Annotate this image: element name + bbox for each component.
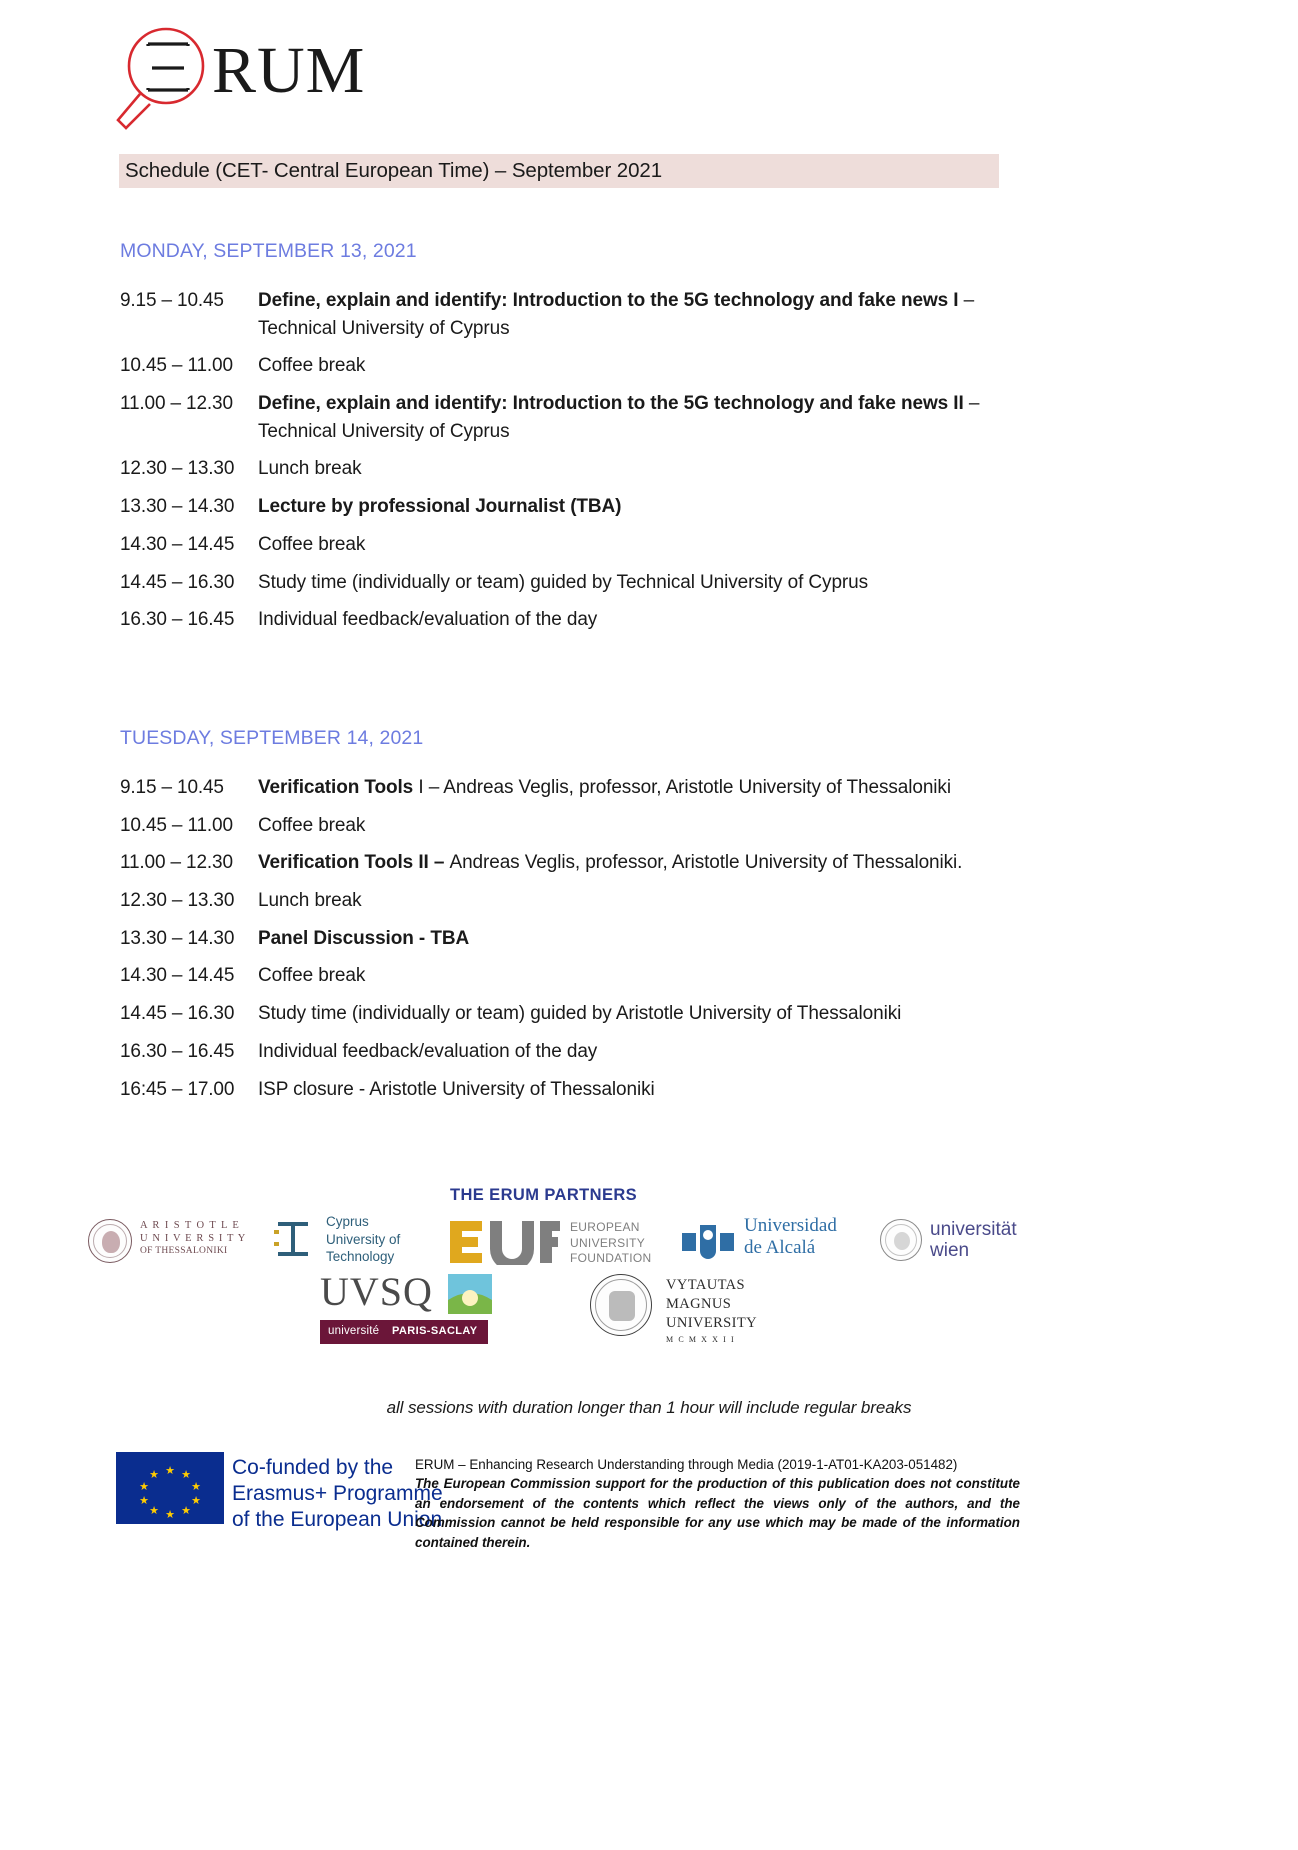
uvsq-sun-icon — [448, 1274, 492, 1314]
session-affiliation: Technical University of Cyprus — [258, 317, 510, 339]
schedule-description: Individual feedback/evaluation of the day — [258, 609, 598, 631]
schedule-time: 10.45 – 11.00 — [120, 355, 233, 377]
partner-logo-vytautas-magnus-university — [590, 1274, 890, 1344]
euf-mark-icon — [448, 1219, 560, 1265]
schedule-row — [120, 608, 1180, 633]
schedule-description — [258, 495, 1180, 520]
logo-wordmark: RUM — [212, 34, 366, 107]
schedule-time: 9.15 – 10.45 — [120, 777, 224, 798]
schedule-time: 12.30 – 13.30 — [120, 458, 235, 480]
session-detail: Andreas Veglis, professor, Aristotle University of Thessaloniki. — [449, 852, 963, 874]
partner-line-1: VYTAUTAS — [666, 1277, 746, 1293]
svg-text:★: ★ — [181, 1505, 191, 1517]
partner-line-2: University of — [326, 1231, 401, 1247]
schedule-time: 13.30 – 14.30 — [120, 496, 235, 518]
session-title: Define, explain and identify: Introduction to the 5G technology and fake news I — [258, 290, 964, 311]
partner-logos-row-1 — [80, 1205, 1220, 1265]
partner-logo-aristotle-university-of-thessaloniki — [88, 1217, 298, 1267]
schedule-description: Study time (individually or team) guided by Aristotle University of Thessaloniki — [258, 1003, 902, 1025]
commission-disclaimer: The European Commission support for the production of this publication does not constitute an endorsement of the contents which reflect the views only of the authors, and the Commission cannot be held responsible for any use which may be made of the information contained therein. — [415, 1476, 1020, 1550]
session-title: Verification Tools — [258, 777, 419, 798]
schedule-row — [120, 889, 1180, 914]
page-title: Schedule (CET- Central European Time) – September 2021 — [125, 159, 662, 182]
session-title: Verification Tools II – — [258, 852, 450, 874]
schedule-row — [120, 495, 1180, 520]
session-dash: – — [963, 290, 975, 311]
schedule-description: Coffee break — [258, 965, 366, 987]
schedule-time: 9.15 – 10.45 — [120, 290, 224, 311]
svg-text:★: ★ — [149, 1505, 159, 1517]
partner-line-1: Cyprus — [326, 1214, 369, 1229]
session-title: Define, explain and identify: Introduction to the 5G technology and fake news II — [258, 393, 969, 415]
schedule-row — [120, 533, 1180, 558]
partner-line-2: de Alcalá — [744, 1237, 816, 1259]
schedule-time: 16.30 – 16.45 — [120, 609, 235, 631]
uvsq-wordmark: UVSQ — [320, 1269, 433, 1314]
erasmus-funding-text — [232, 1455, 443, 1533]
schedule-row — [120, 1040, 1180, 1065]
session-dash: – — [968, 393, 980, 415]
letter-e-glyph — [148, 44, 188, 90]
cut-mark-icon — [272, 1216, 318, 1266]
schedule-description: Coffee break — [258, 355, 366, 377]
schedule-description — [258, 776, 1180, 801]
partners-title: THE ERUM PARTNERS — [450, 1186, 638, 1204]
schedule-row — [120, 1078, 1180, 1103]
partner-line-3: Technology — [326, 1249, 395, 1265]
day-heading: TUESDAY, SEPTEMBER 14, 2021 — [120, 727, 424, 749]
partner-line-1: universität — [930, 1219, 1017, 1240]
partner-line-1: Universidad — [744, 1215, 837, 1236]
svg-text:★: ★ — [191, 1495, 201, 1507]
schedule-time: 14.45 – 16.30 — [120, 1003, 235, 1025]
day-heading: MONDAY, SEPTEMBER 13, 2021 — [120, 240, 417, 262]
partner-line-2: wien — [930, 1240, 970, 1262]
schedule-row — [120, 1002, 1180, 1027]
schedule-time: 11.00 – 12.30 — [120, 393, 233, 415]
svg-text:★: ★ — [191, 1481, 201, 1493]
day-section-monday — [120, 240, 1180, 646]
schedule-time: 10.45 – 11.00 — [120, 814, 233, 836]
session-affiliation: Technical University of Cyprus — [258, 420, 510, 442]
partner-line-3: OF THESSALONIKI — [140, 1246, 228, 1256]
schedule-row — [120, 814, 1180, 839]
schedule-description: Lunch break — [258, 890, 362, 912]
partner-line-2: UNIVERSITY — [570, 1235, 646, 1250]
schedule-time: 16.30 – 16.45 — [120, 1040, 235, 1062]
svg-text:★: ★ — [181, 1469, 191, 1481]
session-detail: I – Andreas Veglis, professor, Aristotle University of Thessaloniki — [418, 777, 951, 798]
schedule-description — [258, 851, 1180, 876]
schedule-description: Individual feedback/evaluation of the day — [258, 1040, 598, 1062]
partner-line-2: U N I V E R S I T Y — [140, 1233, 247, 1244]
erasmus-line-3: of the European Union — [232, 1508, 443, 1532]
schedule-header-bar — [119, 154, 999, 188]
erasmus-line-2: Erasmus+ Programme — [232, 1482, 443, 1506]
partner-line-2: MAGNUS — [666, 1295, 732, 1312]
schedule-description — [258, 392, 1180, 444]
partner-logos-row-2 — [320, 1269, 1020, 1344]
schedule-row — [120, 392, 1180, 444]
partner-line-3: FOUNDATION — [570, 1251, 652, 1266]
schedule-time: 16:45 – 17.00 — [120, 1078, 235, 1100]
alcala-crest-icon — [680, 1219, 736, 1265]
schedule-time: 14.30 – 14.45 — [120, 965, 235, 987]
partner-line-1: université — [328, 1325, 380, 1337]
schedule-description: Study time (individually or team) guided by Technical University of Cyprus — [258, 571, 869, 593]
partner-logo-uvsq-paris-saclay — [320, 1269, 570, 1346]
session-title: Lecture by professional Journalist (TBA) — [258, 496, 622, 518]
svg-text:★: ★ — [139, 1481, 149, 1493]
partner-line-1: A R I S T O T L E — [140, 1220, 241, 1231]
schedule-row — [120, 571, 1180, 596]
sessions-note: all sessions with duration longer than 1 hour will include regular breaks — [386, 1398, 912, 1417]
schedule-description: ISP closure - Aristotle University of Thessaloniki — [258, 1078, 655, 1100]
day-section-tuesday — [120, 727, 1180, 1115]
partner-logo-universitat-wien — [880, 1217, 1100, 1267]
partner-line-2: PARIS-SACLAY — [392, 1325, 478, 1337]
schedule-row — [120, 776, 1180, 801]
schedule-description: Lunch break — [258, 458, 362, 480]
project-reference: ERUM – Enhancing Research Understanding through Media (2019-1-AT01-KA203-051482) — [415, 1457, 958, 1472]
schedule-row — [120, 457, 1180, 482]
schedule-description — [258, 289, 1180, 341]
schedule-time: 14.30 – 14.45 — [120, 533, 235, 555]
eu-flag-icon — [116, 1452, 224, 1524]
partner-line-3: UNIVERSITY — [666, 1314, 757, 1331]
vienna-seal-icon — [880, 1219, 922, 1261]
schedule-row — [120, 354, 1180, 379]
magnifier-handle-icon — [118, 94, 150, 128]
schedule-description — [258, 927, 1180, 952]
svg-text:★: ★ — [165, 1465, 175, 1477]
footer-disclaimer — [415, 1455, 1020, 1552]
schedule-row — [120, 927, 1180, 952]
schedule-description: Coffee break — [258, 533, 366, 555]
svg-text:★: ★ — [149, 1469, 159, 1481]
erasmus-line-1: Co-funded by the — [232, 1456, 394, 1479]
schedule-description: Coffee break — [258, 814, 366, 836]
erum-logo — [104, 22, 524, 132]
magnifier-lens-icon — [129, 29, 203, 103]
vytautas-seal-icon — [590, 1274, 652, 1336]
partner-line-1: EUROPEAN — [570, 1220, 640, 1234]
session-title: Panel Discussion - TBA — [258, 927, 470, 949]
schedule-time: 13.30 – 14.30 — [120, 927, 235, 949]
partner-logo-european-university-foundation — [448, 1219, 678, 1267]
partner-logo-universidad-de-alcala — [680, 1215, 910, 1267]
paris-saclay-band — [320, 1320, 488, 1344]
schedule-row — [120, 964, 1180, 989]
schedule-row — [120, 289, 1180, 341]
schedule-time: 14.45 – 16.30 — [120, 571, 235, 593]
aristotle-seal-icon — [88, 1219, 132, 1263]
partner-line-4: M C M X X I I — [666, 1334, 736, 1344]
schedule-time: 12.30 – 13.30 — [120, 890, 235, 912]
svg-text:★: ★ — [139, 1495, 149, 1507]
svg-text:★: ★ — [165, 1509, 175, 1521]
schedule-row — [120, 851, 1180, 876]
schedule-time: 11.00 – 12.30 — [120, 852, 233, 874]
partner-logo-cyprus-university-of-technology — [272, 1213, 472, 1269]
